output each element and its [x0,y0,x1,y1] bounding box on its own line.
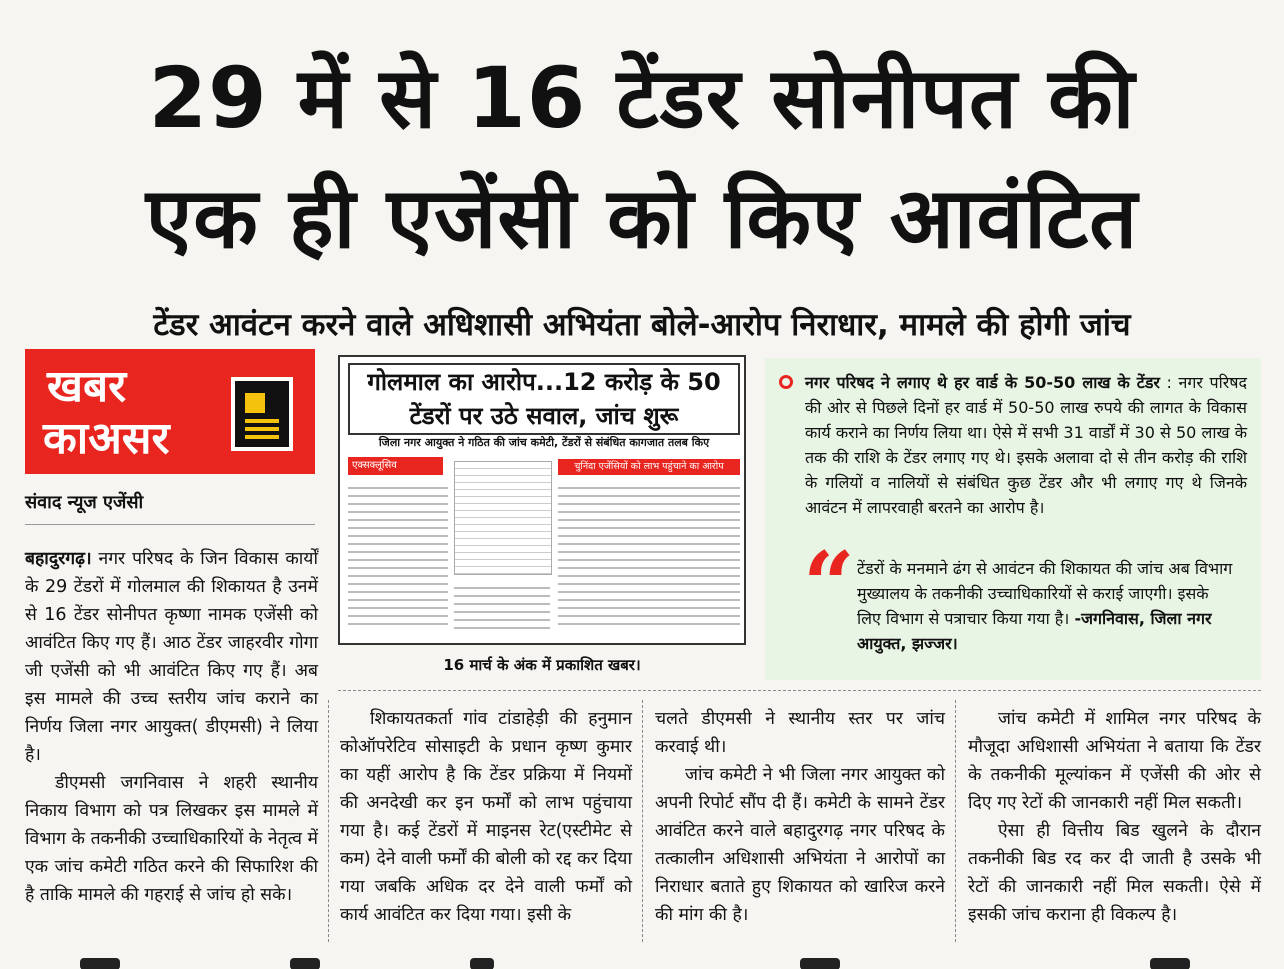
headline-line-1: 29 में से 16 टेंडर सोनीपत की [148,49,1136,147]
sidebox-body: : नगर परिषद की ओर से पिछले दिनों हर वार्ड में 50-50 लाख रुपये की लागत के विकास कार्य कराने का निर्णय लिया था। ऐसे में सभी 31 वार्डों में 30 से 50 लाख के तक की राशि के टेंडर लगाए गए थे। इसके अलावा दो से तीन करोड़ की राशि के गलियों व नालियों से संबंधित कुछ टेंडर और भी लगाए गए थे जिनके आवंटन में लापरवाही बरतने का आरोप है। [805,373,1247,517]
info-sidebox [765,358,1261,680]
bullet-circle-icon [779,375,793,389]
sidebox-text [805,370,1247,520]
next-article-cutoff [0,950,1284,969]
clipping-subtitle: जिला नगर आयुक्त ने गठित की जांच कमेटी, टेंडरों से संबंधित कागजात तलब किए [378,436,710,449]
paragraph: शिकायतकर्ता गांव टांडाहेड़ी की हनुमान कोऑपरेटिव सोसाइटी के प्रधान कृष्ण कुमार का यहीं आरोप है कि टेंडर प्रक्रिया में नियमों की अनदेखी कर इन फर्मों को लाभ पहुंचाया गया है। कई टेंडरों में माइनस रेट(एस्टीमेट से कम) देने वाली फर्मों की बोली को रद्द कर दिया गया जबकि अधिक दर देने वाली फर्मों को कार्य आवंटित कर दिया गया। इसी के [340,709,632,925]
article-column-1 [25,545,318,909]
clipping-body-text [558,481,740,631]
paragraph: चलते डीएमसी ने स्थानीय स्तर पर जांच करवाई थी। [655,709,945,757]
paragraph: बहादुरगढ़। नगर परिषद के जिन विकास कार्यों के 29 टेंडरों में गोलमाल की शिकायत है उनमें से 16 टेंडर सोनीपत कृष्णा नामक एजेंसी को आवंटित किए गए हैं। आठ टेंडर जाहरवीर गोगा जी एजेंसी को भी आवंटित किए गए हैं। अब इस मामले की उच्च स्तरीय जांच कराने का निर्णय जिला नगर आयुक्त( डीएमसी) ने लिया है। [25,549,318,765]
dateline: बहादुरगढ़। [25,549,92,569]
exclusive-tag: एक्सक्लूसिव [348,457,443,475]
logo-line-2: काअसर [43,413,170,464]
clipping-body-text [348,481,448,631]
document-image [454,461,552,575]
clipping-right-header: चुनिंदा एजेंसियों को लाभ पहुंचाने का आरोप [558,459,740,475]
headline-line-2: एक ही एजेंसी को किए आवंटित [145,169,1139,267]
quote-mark-icon: “ [803,532,855,638]
article-column-2 [340,705,632,929]
quote-attribution: -जगनिवास, जिला नगर आयुक्त, झज्जर। [857,609,1212,653]
clipping-body-text [454,581,550,631]
article-column-3 [655,705,945,929]
byline: संवाद न्यूज एजेंसी [25,490,315,525]
khabar-ka-asar-logo [25,349,315,474]
paragraph: ऐसा ही वित्तीय बिड खुलने के दौरान तकनीकी बिड रद कर दी जाती है उसके भी रेटों की जानकारी नहीं मिल सकती। ऐसे में इसकी जांच कराना ही विकल्प है। [968,821,1261,925]
paragraph: डीएमसी जगनिवास ने शहरी स्थानीय निकाय विभाग को पत्र लिखकर इस मामले में विभाग के तकनीकी उच्चाधिकारियों के नेतृत्व में एक जांच कमेटी गठित करने की सिफारिश की है ताकि मामले की गहराई से जांच हो सके। [25,773,318,905]
paragraph: जांच कमेटी ने भी जिला नगर आयुक्त को अपनी रिपोर्ट सौंप दी हैं। कमेटी के सामने टेंडर आवंटित करने वाले बहादुरगढ़ नगर परिषद के तत्कालीन अधिशासी अभियंता ने आरोपों का निराधार बताते हुए शिकायत को खारिज करने की मांग की है। [655,765,945,925]
sidebox-lead: नगर परिषद ने लगाए थे हर वार्ड के 50-50 लाख के टेंडर [805,373,1160,392]
subheadline: टेंडर आवंटन करने वाले अधिशासी अभियंता बोले-आरोप निराधार, मामले की होगी जांच [153,307,1131,343]
paragraph: जांच कमेटी में शामिल नगर परिषद के मौजूदा अधिशासी अभियंता ने बताया कि टेंडर के तकनीकी मूल्यांकन में एजेंसी की ओर से दिए गए रेटों की जानकारी नहीं मिल सकती। [968,709,1261,813]
newspaper-icon [231,377,293,451]
article-column-4 [968,705,1261,929]
newspaper-clipping [338,355,746,645]
official-quote: टेंडरों के मनमाने ढंग से आवंटन की शिकायत की जांच अब विभाग मुख्यालय के तकनीकी उच्चाधिकारियों से कराई जाएगी। इसके लिए विभाग से पत्राचार किया गया है। -जगनिवास, जिला नगर आयुक्त, झज्जर। [857,559,1233,653]
logo-line-1: खबर [47,361,127,412]
clipping-title: गोलमाल का आरोप...12 करोड़ के 50 टेंडरों पर उठे सवाल, जांच शुरू [348,363,740,435]
headline [0,38,1284,278]
clipping-caption: 16 मार्च के अंक में प्रकाशित खबर। [443,656,641,674]
